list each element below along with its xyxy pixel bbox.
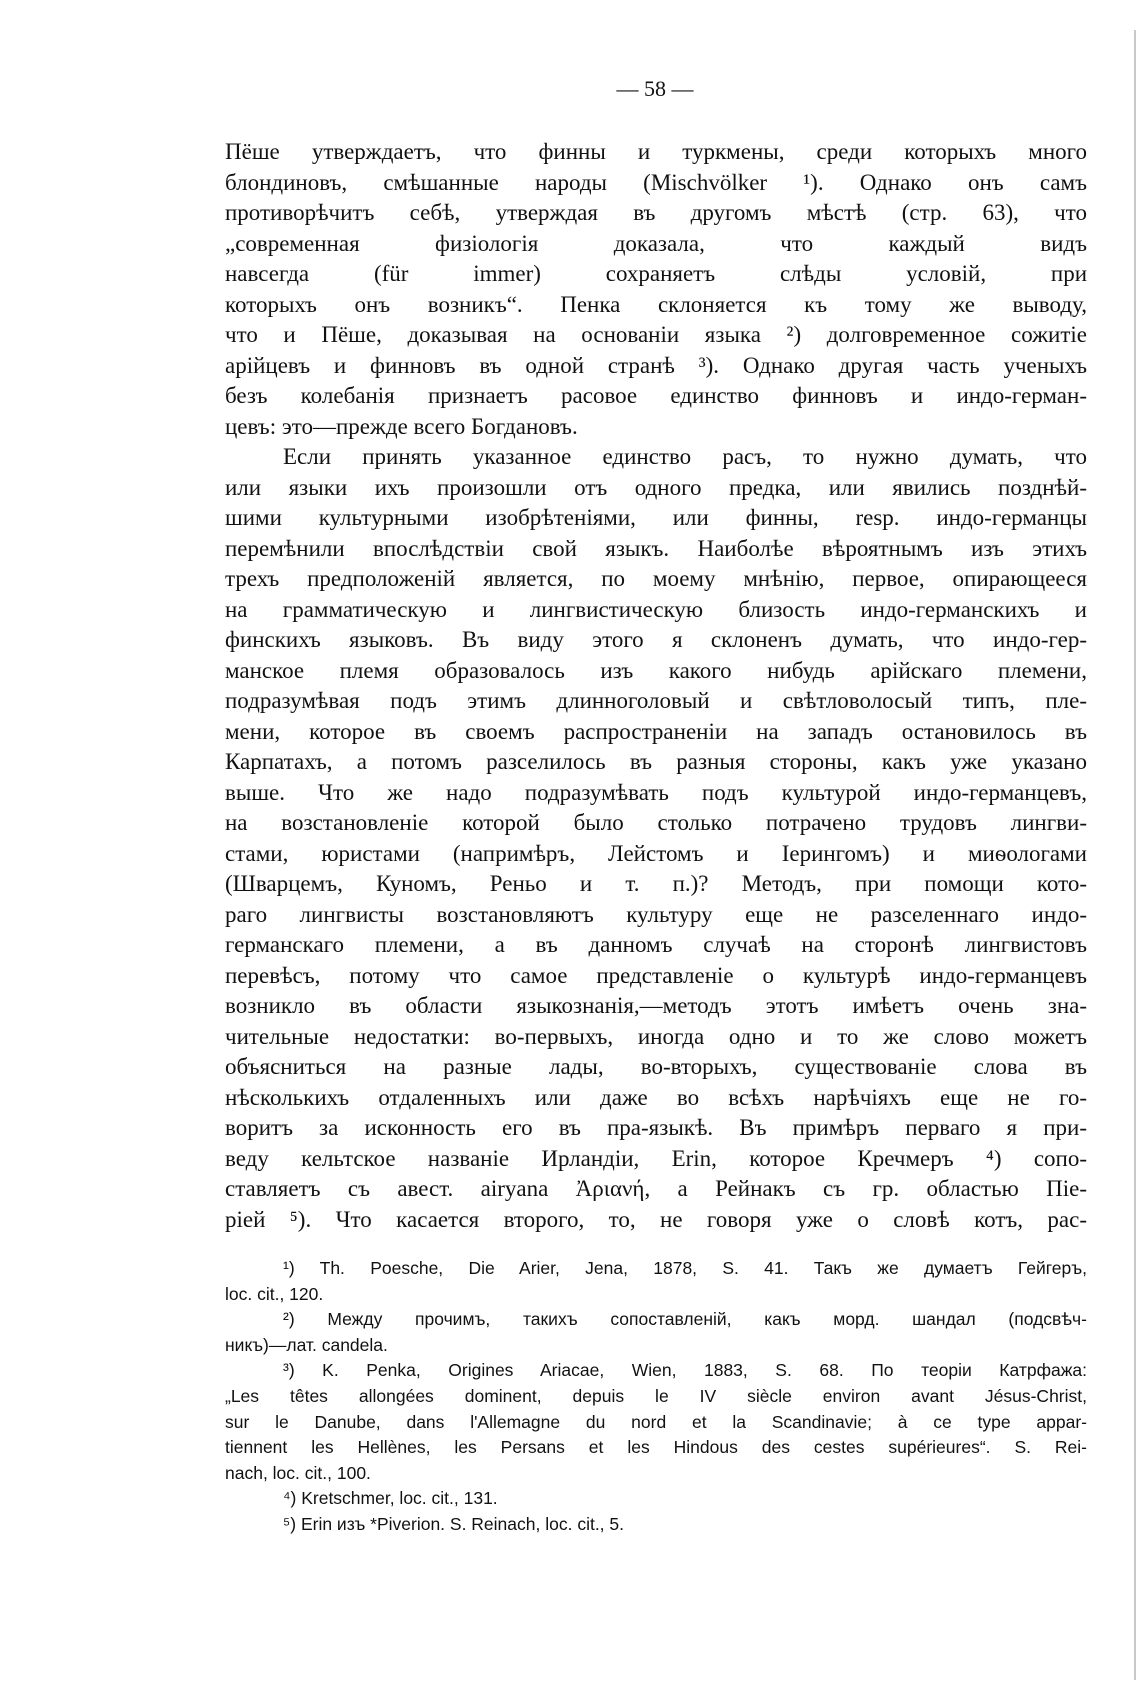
footnote-line: loc. cit., 120. (225, 1283, 324, 1304)
text-line: выше. Что же надо подразумѣвать подъ культурой индо-германцевъ, (225, 779, 1087, 805)
text-line: Если принять указанное единство расъ, то нужно думать, что (283, 444, 1087, 469)
footnote-line: ⁵) Erin изъ *Piverion. S. Reinach, loc. cit., 5. (283, 1513, 625, 1534)
footnote (225, 1486, 1087, 1512)
footnote-line: ¹) Th. Poesche, Die Arier, Jena, 1878, S. 41. Такъ же думаетъ Гейгеръ, (283, 1258, 1087, 1278)
text-line: противорѣчитъ себѣ, утверждая въ другомъ мѣстѣ (стр. 63), что (225, 200, 1087, 225)
text-line: подразумѣвая подъ этимъ длинноголовый и свѣтловолосый типъ, пле- (225, 688, 1087, 713)
text-line: ставляетъ съ авест. airyana Ἀριανή, а Рейнакъ съ гр. областью Піе- (225, 1176, 1087, 1201)
text-line: безъ колебанія признаетъ расовое единство финновъ и индо-герман- (225, 383, 1087, 408)
footnote-line: nach, loc. cit., 100. (225, 1462, 371, 1483)
text-line: мени, которое въ своемъ распространеніи на западъ остановилось въ (225, 718, 1087, 744)
footnote-line: ⁴) Kretschmer, loc. cit., 131. (283, 1488, 498, 1509)
text-line: финскихъ языковъ. Въ виду этого я склоненъ думать, что индо-гер- (225, 627, 1087, 652)
page-number: — 58 — (616, 76, 694, 101)
footnotes (225, 1256, 1087, 1538)
text-line: трехъ предположеній является, по моему мнѣнію, первое, опирающееся (225, 566, 1087, 591)
footnote (225, 1512, 1087, 1538)
text-line: навсегда (für immer) сохраняетъ слѣды условій, при (225, 261, 1087, 286)
footnote-line: tiennent les Hellènes, les Persans et les Hindous des cestes supérieures“. S. Rei- (225, 1437, 1087, 1458)
text-line: нѣсколькихъ отдаленныхъ или даже во всѣхъ нарѣчіяхъ еще не го- (225, 1084, 1087, 1110)
text-line: раго лингвисты возстановляютъ культуру еще не разселеннаго индо- (225, 901, 1087, 927)
footnote-line: „Les têtes allongées dominent, depuis le IV siècle environ avant Jésus-Christ, (225, 1385, 1087, 1406)
text-line: что и Пёше, доказывая на основаніи языка ²) долговременное сожитіе (225, 322, 1087, 347)
text-line: на возстановленіе которой было столько потрачено трудовъ лингви- (225, 810, 1087, 835)
footnote-line: ³) K. Penka, Origines Ariacae, Wien, 1883, S. 68. По теоріи Катрфажа: (283, 1360, 1087, 1381)
footnote (225, 1358, 1087, 1486)
text-line: которыхъ онъ возникъ“. Пенка склоняется къ тому же выводу, (225, 291, 1087, 317)
footnote (225, 1256, 1087, 1307)
text-line: объясниться на разные лады, во-вторыхъ, существованіе слова въ (225, 1054, 1087, 1079)
paragraph (225, 442, 1087, 1235)
text-line: цевъ: это—прежде всего Богдановъ. (225, 413, 578, 439)
text-line: на грамматическую и лингвистическую близость индо-германскихъ и (225, 596, 1087, 622)
footnote-line: ²) Между прочимъ, такихъ сопоставленій, какъ морд. шандал (подсвѣч- (283, 1309, 1087, 1330)
text-line: манское племя образовалось изъ какого нибудь арійскаго племени, (225, 657, 1087, 683)
text-line: воритъ за исконность его въ пра-языкѣ. Въ примѣръ перваго я при- (225, 1115, 1087, 1140)
text-line: ріей ⁵). Что касается второго, то, не говоря уже о словѣ котъ, рас- (225, 1206, 1087, 1232)
text-line: „современная физіологія доказала, что каждый видъ (225, 230, 1087, 256)
text-line: перевѣсъ, потому что самое представленіе о культурѣ индо-германцевъ (225, 962, 1087, 988)
text-line: германскаго племени, а въ данномъ случаѣ на сторонѣ лингвистовъ (225, 932, 1087, 957)
text-line: чительные недостатки: во-первыхъ, иногда одно и то же слово можетъ (225, 1023, 1087, 1049)
text-line: Карпатахъ, а потомъ разселилось въ разныя стороны, какъ уже указано (225, 749, 1087, 774)
body-text (225, 137, 1087, 1235)
paragraph (225, 137, 1087, 442)
text-line: веду кельтское названіе Ирландіи, Erin, которое Кречмеръ ⁴) сопо- (225, 1145, 1087, 1171)
footnote-line: никъ)—лат. candela. (225, 1334, 388, 1355)
footnote (225, 1307, 1087, 1358)
text-line: перемѣнили впослѣдствіи свой языкъ. Наиболѣе вѣроятнымъ изъ этихъ (225, 535, 1087, 561)
text-line: шими культурными изобрѣтеніями, или финны, resp. индо-германцы (225, 505, 1087, 530)
text-line: арійцевъ и финновъ въ одной странѣ ³). Однако другая часть ученыхъ (225, 352, 1087, 378)
text-line: блондиновъ, смѣшанные народы (Mischvölker ¹). Однако онъ самъ (225, 169, 1087, 195)
text-line: возникло въ области языкознанія,—методъ этотъ имѣетъ очень зна- (225, 993, 1087, 1018)
text-line: стами, юристами (напримѣръ, Лейстомъ и Іерингомъ) и миѳологами (225, 840, 1087, 866)
scan-edge-line (1134, 30, 1136, 1680)
footnote-line: sur le Danube, dans l'Allemagne du nord et la Scandinavie; à ce type appar- (225, 1411, 1087, 1432)
text-line: или языки ихъ произошли отъ одного предка, или явились позднѣй- (225, 474, 1087, 500)
text-line: Пёше утверждаетъ, что финны и туркмены, среди которыхъ много (225, 139, 1087, 164)
text-line: (Шварцемъ, Куномъ, Реньо и т. п.)? Методъ, при помощи кото- (225, 871, 1087, 896)
